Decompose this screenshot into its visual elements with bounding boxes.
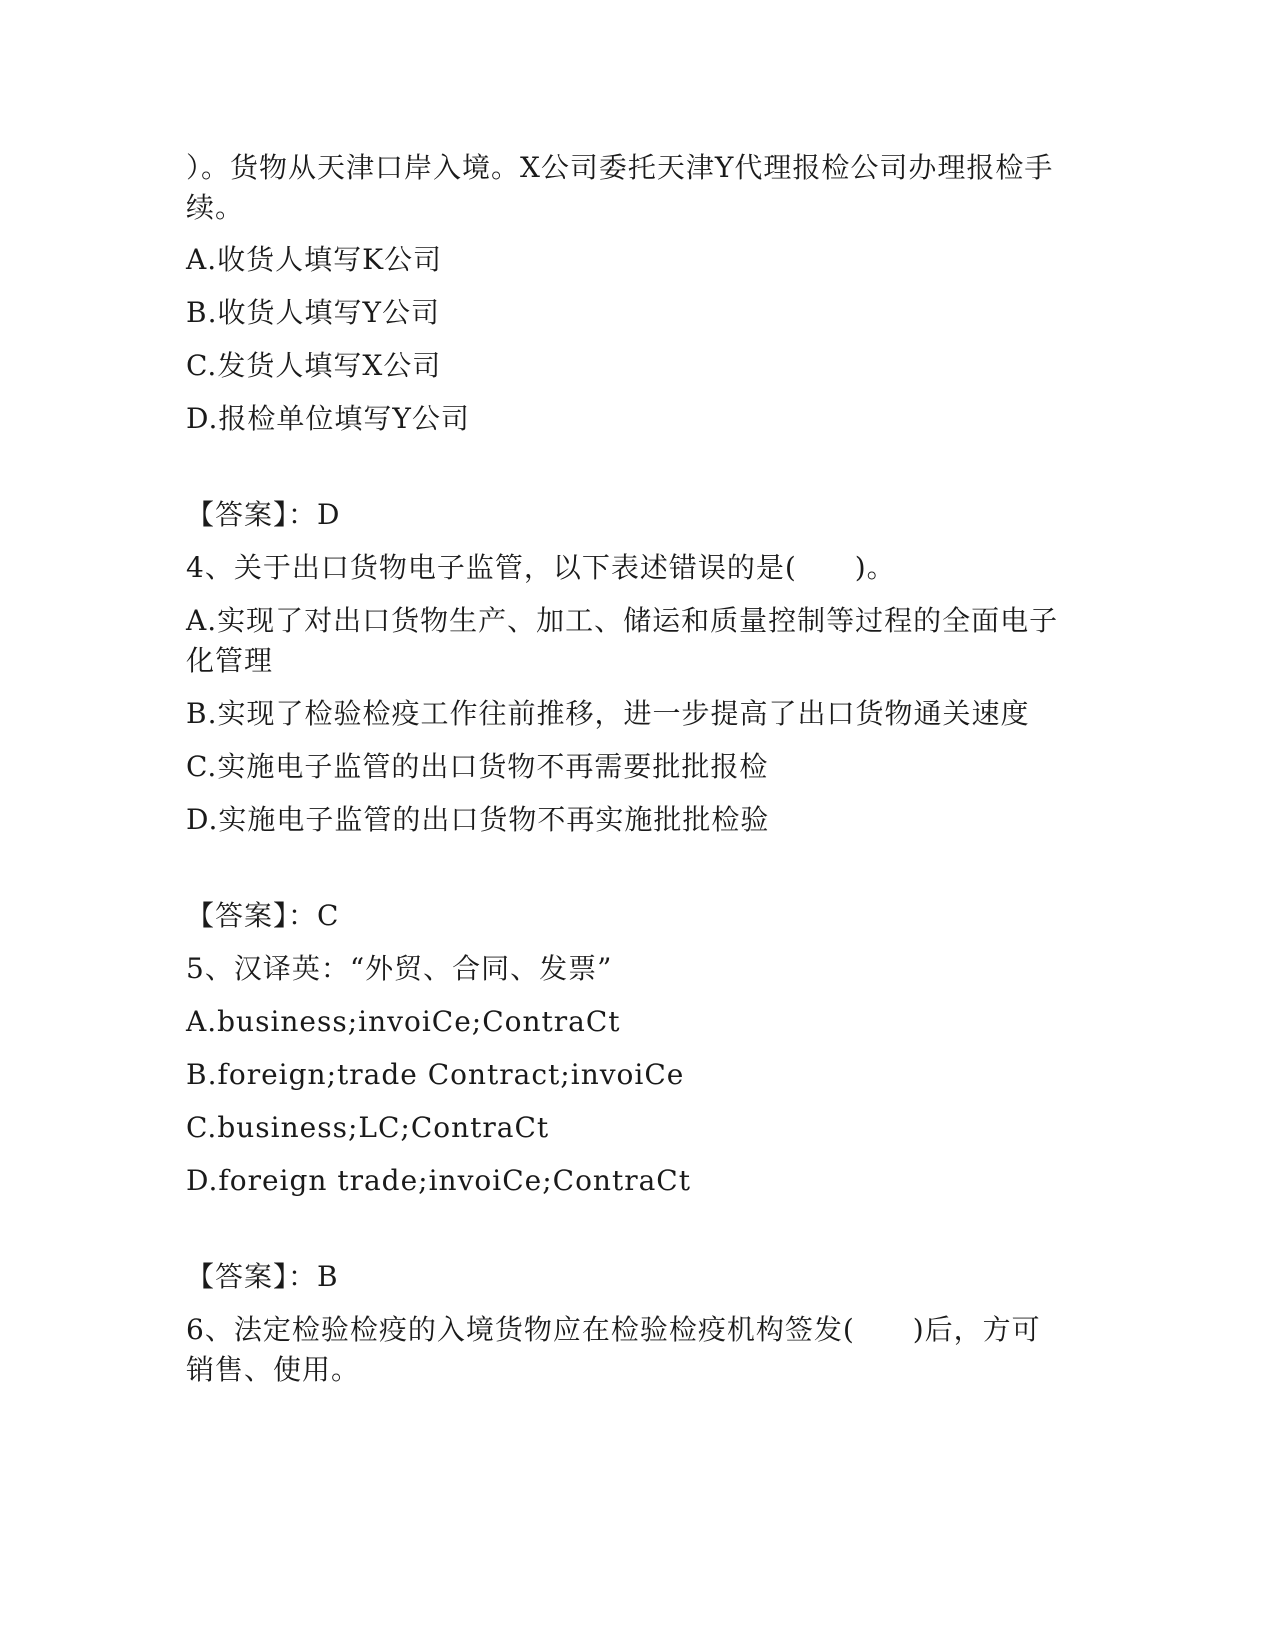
q5-option-b: B.foreign;trade Contract;invoiCe	[186, 1058, 685, 1091]
q5-option-d: D.foreign trade;invoiCe;ContraCt	[186, 1164, 691, 1197]
q4-stem: 4、关于出口货物电子监管，以下表述错误的是( )。	[186, 551, 896, 584]
q4-option-c: C.实施电子监管的出口货物不再需要批批报检	[186, 750, 769, 783]
q4-answer: 【答案】：C	[186, 899, 340, 932]
q3-option-d: D.报检单位填写Y公司	[186, 402, 470, 435]
q6-stem-line-2: 销售、使用。	[186, 1353, 361, 1386]
q5-answer: 【答案】：B	[186, 1260, 339, 1293]
q3-stem-line-1: ）。货物从天津口岸入境。X公司委托天津Y代理报检公司办理报检手	[186, 151, 1054, 184]
q3-answer: 【答案】：D	[186, 498, 341, 531]
q5-option-c: C.business;LC;ContraCt	[186, 1111, 550, 1144]
q5-stem: 5、汉译英：“外贸、合同、发票”	[186, 952, 613, 985]
q4-option-a-line-2: 化管理	[186, 644, 274, 677]
q4-option-b: B.实现了检验检疫工作往前推移，进一步提高了出口货物通关速度	[186, 697, 1030, 730]
q6-stem-line-1: 6、法定检验检疫的入境货物应在检验检疫机构签发( )后，方可	[186, 1313, 1041, 1346]
q3-option-b: B.收货人填写Y公司	[186, 296, 440, 329]
q5-option-a: A.business;invoiCe;ContraCt	[186, 1005, 621, 1038]
q3-stem-line-2: 续。	[186, 191, 245, 224]
q3-option-a: A.收货人填写K公司	[186, 243, 443, 276]
q3-option-c: C.发货人填写X公司	[186, 349, 442, 382]
q4-option-d: D.实施电子监管的出口货物不再实施批批检验	[186, 803, 770, 836]
q4-option-a-line-1: A.实现了对出口货物生产、加工、储运和质量控制等过程的全面电子	[186, 604, 1059, 637]
